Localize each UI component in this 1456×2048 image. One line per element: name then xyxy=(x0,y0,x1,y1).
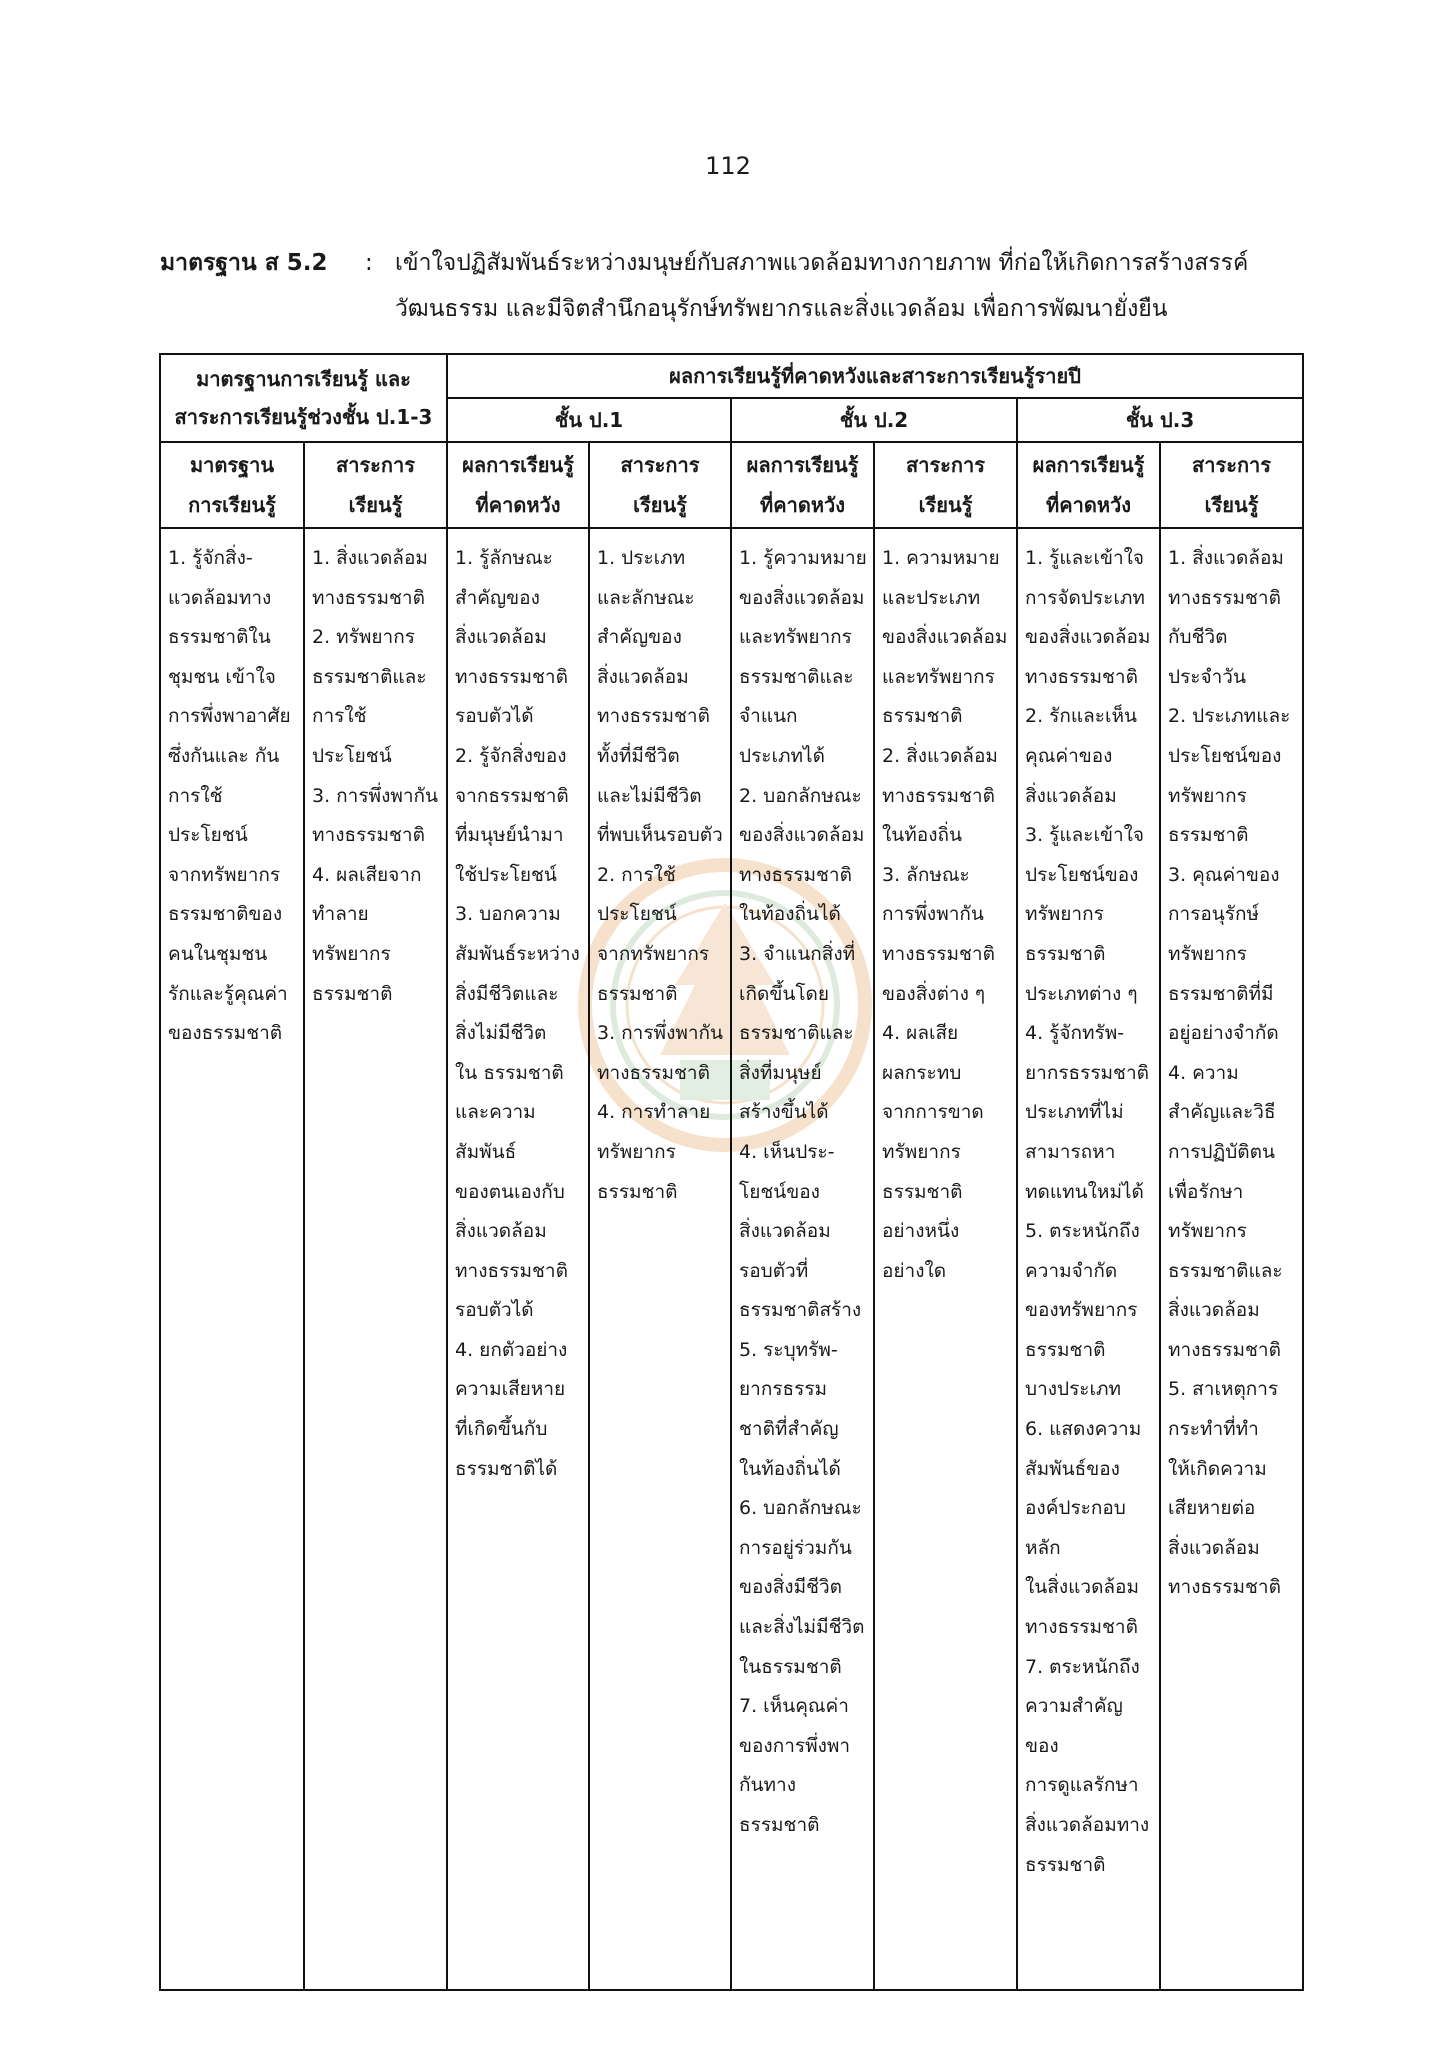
cell-line: ในท้องถิ่นได้ xyxy=(739,903,841,926)
subheader-row xyxy=(160,442,1303,528)
subheader-p2-outcomes-line: ที่คาดหวัง xyxy=(760,493,845,517)
cell-line: การใช้ประโยชน์ xyxy=(168,784,248,847)
cell-line: 1. รู้ลักษณะ xyxy=(455,547,553,569)
standard-statement xyxy=(160,240,1320,332)
cell-line: รักและรู้คุณค่า xyxy=(168,982,288,1005)
grade-p3-header: ชั้น ป.3 xyxy=(1017,398,1303,442)
cell-line: ทรัพยากร xyxy=(597,1140,676,1163)
cell-line: ธรรมชาติและ xyxy=(1168,1259,1283,1282)
cell-line: ของสิ่งแวดล้อม xyxy=(739,824,865,847)
cell-line: ของตนเองกับ xyxy=(455,1180,565,1203)
cell-line: 5. สาเหตุการ xyxy=(1168,1378,1279,1401)
curriculum-table xyxy=(159,353,1304,1991)
cell-line: จากทรัพยากร xyxy=(597,942,710,965)
cell-line: สำคัญและวิธี xyxy=(1168,1101,1276,1124)
cell-line: สิ่งแวดล้อม xyxy=(455,626,547,649)
cell-line: ประเภทที่ไม่ xyxy=(1025,1101,1124,1124)
cell-strand xyxy=(304,528,447,1990)
cell-line: ซึ่งกันและ กัน xyxy=(168,744,280,767)
cell-line: ของการพึ่งพา xyxy=(739,1734,851,1757)
subheader-p2-outcomes xyxy=(731,442,874,528)
subheader-p3-outcomes-line: ที่คาดหวัง xyxy=(1046,493,1131,517)
cell-p2-strand xyxy=(874,528,1017,1990)
grade-p1-header: ชั้น ป.1 xyxy=(447,398,731,442)
page-number: 112 xyxy=(705,152,751,180)
cell-line: 1. ประเภท xyxy=(597,547,686,569)
cell-line: ในท้องถิ่นได้ xyxy=(739,1457,841,1480)
cell-line: สามารถหา xyxy=(1025,1140,1116,1163)
cell-line: ธรรมชาติได้ xyxy=(455,1457,558,1480)
subheader-p1-strand xyxy=(589,442,731,528)
cell-line: 2. ประเภทและ xyxy=(1168,705,1291,728)
cell-line: 1. ความหมาย xyxy=(882,547,1000,569)
cell-line: ที่มนุษย์นำมา xyxy=(455,824,564,847)
cell-line: ประจำวัน xyxy=(1168,665,1246,688)
cell-line: จากธรรมชาติ xyxy=(455,784,569,807)
cell-line: เสียหายต่อ xyxy=(1168,1497,1256,1520)
cell-line: และทรัพยากร xyxy=(739,626,852,649)
subheader-p3-outcomes-line: ผลการเรียนรู้ xyxy=(1032,453,1145,477)
cell-line: 3. การพึ่งพากัน xyxy=(312,784,439,807)
subheader-p1-strand-line: เรียนรู้ xyxy=(633,493,687,517)
subheader-standard xyxy=(160,442,304,528)
cell-line: ธรรมชาติที่มี xyxy=(1168,982,1274,1005)
cell-line: ธรรมชาติและ xyxy=(739,665,854,688)
cell-line: จากการขาด xyxy=(882,1101,984,1124)
cell-line: ผลกระทบ xyxy=(882,1061,962,1084)
cell-standard xyxy=(160,528,304,1990)
cell-line: ความเสียหาย xyxy=(455,1378,566,1401)
cell-line: และทรัพยากร xyxy=(882,665,995,688)
cell-line: 1. สิ่งแวดล้อม xyxy=(1168,547,1284,569)
cell-line: ประโยชน์ของ xyxy=(1025,863,1139,886)
cell-line: ธรรมชาติ xyxy=(1025,942,1106,965)
cell-line: สัมพันธ์ระหว่าง xyxy=(455,942,580,965)
cell-line: ทางธรรมชาติ xyxy=(882,784,995,807)
cell-line: ทรัพยากร xyxy=(1168,784,1247,807)
cell-line: 4. รู้จักทรัพ- xyxy=(1025,1022,1125,1045)
cell-line: 3. จำแนกสิ่งที่ xyxy=(739,942,856,965)
cell-line: การจัดประเภท xyxy=(1025,586,1145,609)
cell-line: ทรัพยากร xyxy=(312,942,391,965)
subheader-standard-line: การเรียนรู้ xyxy=(188,493,276,517)
cell-line: ของสิ่งแวดล้อม xyxy=(1025,626,1151,649)
cell-line: ที่พบเห็นรอบตัว xyxy=(597,824,723,847)
cell-line: เกิดขึ้นโดย xyxy=(739,982,830,1005)
header-standard-strand-line2: สาระการเรียนรู้ช่วงชั้น ป.1-3 xyxy=(174,405,433,429)
cell-line: สิ่งแวดล้อมทาง xyxy=(1025,1814,1150,1836)
cell-line: ใช้ประโยชน์ xyxy=(455,863,557,886)
cell-line: ทางธรรมชาติ xyxy=(1168,1576,1281,1599)
cell-line: ในสิ่งแวดล้อม xyxy=(1025,1576,1139,1599)
cell-line: ทางธรรมชาติ xyxy=(455,1259,568,1282)
cell-p3-strand xyxy=(1160,528,1303,1990)
subheader-p3-strand-line: เรียนรู้ xyxy=(1204,493,1259,517)
cell-line: ทรัพยากร xyxy=(1025,903,1104,926)
cell-line: 5. ตระหนักถึง xyxy=(1025,1220,1140,1243)
cell-line: 3. คุณค่าของ xyxy=(1168,863,1280,886)
standard-text-line1: เข้าใจปฏิสัมพันธ์ระหว่างมนุษย์กับสภาพแวดล้อมทางกายภาพ ที่ก่อให้เกิดการสร้างสรรค์ xyxy=(395,250,1249,276)
cell-line: ธรรมชาติ xyxy=(882,1180,963,1203)
cell-line: รอบตัวได้ xyxy=(455,1299,534,1322)
cell-line: ธรรมชาติ xyxy=(597,982,678,1005)
cell-p1-strand xyxy=(589,528,731,1990)
cell-line: สิ่งแวดล้อม xyxy=(455,1220,547,1243)
cell-line: 1. สิ่งแวดล้อม xyxy=(312,547,428,569)
cell-line: สิ่งที่มนุษย์ xyxy=(739,1061,822,1084)
cell-line: แวดล้อมทาง xyxy=(168,586,272,609)
standard-colon: : xyxy=(365,250,373,276)
cell-line: สัมพันธ์ xyxy=(455,1140,517,1163)
cell-line: 3. ลักษณะ xyxy=(882,863,970,886)
cell-line: การใช้ประโยชน์ xyxy=(312,705,392,767)
cell-line: 3. บอกความ xyxy=(455,903,561,926)
cell-line: 4. ผลเสีย xyxy=(882,1022,959,1045)
cell-line: ธรรมชาติ xyxy=(1025,1853,1106,1876)
cell-line: ประโยชน์ของ xyxy=(1168,744,1282,767)
subheader-p2-outcomes-line: ผลการเรียนรู้ xyxy=(746,453,859,477)
cell-line: ของสิ่งแวดล้อม xyxy=(739,586,865,609)
cell-line: 3. การพึ่งพากัน xyxy=(597,1022,724,1045)
cell-line: 2. รักและเห็น xyxy=(1025,705,1137,728)
cell-line: กับชีวิต xyxy=(1168,626,1228,649)
cell-line: 4. ความ xyxy=(1168,1061,1239,1084)
cell-line: 4. เห็นประ- xyxy=(739,1140,835,1163)
subheader-p3-strand-line: สาระการ xyxy=(1192,453,1272,477)
cell-line: ทางธรรมชาติ xyxy=(1168,586,1281,609)
cell-line: คุณค่าของ xyxy=(1025,744,1113,767)
cell-line: ทั้งที่มีชีวิต xyxy=(597,744,680,767)
cell-line: ธรรมชาติ xyxy=(739,1814,820,1836)
cell-line: ในท้องถิ่น xyxy=(882,824,962,847)
cell-line: สัมพันธ์ของ xyxy=(1025,1457,1120,1480)
cell-line: 7. ตระหนักถึง xyxy=(1025,1655,1140,1678)
subheader-p1-outcomes-line: ที่คาดหวัง xyxy=(475,493,561,517)
cell-line: ของธรรมชาติ xyxy=(168,1022,283,1045)
cell-line: ทางธรรมชาติ xyxy=(312,824,425,847)
cell-line: ของทรัพยากร xyxy=(1025,1299,1138,1322)
cell-line: ทรัพยากร xyxy=(1168,1220,1247,1243)
cell-line: ชุมชน เข้าใจ xyxy=(168,665,276,688)
cell-line: สิ่งแวดล้อม xyxy=(739,1220,831,1243)
cell-line: ในธรรมชาติ xyxy=(739,1655,842,1678)
cell-line: สร้างขึ้นได้ xyxy=(739,1101,829,1124)
cell-line: สิ่งมีชีวิตและ xyxy=(455,982,559,1005)
cell-line: ยากรธรรม xyxy=(739,1378,828,1401)
cell-line: บางประเภท xyxy=(1025,1378,1122,1401)
cell-line: ธรรมชาติ xyxy=(312,982,393,1005)
cell-line: กันทาง xyxy=(739,1774,796,1797)
cell-line: ประเภทได้ xyxy=(739,744,825,767)
cell-line: ทางธรรมชาติ xyxy=(1025,665,1138,688)
cell-line: องค์ประกอบหลัก xyxy=(1025,1497,1126,1559)
cell-line: จำแนก xyxy=(739,705,798,728)
cell-line: ทางธรรมชาติ xyxy=(882,942,995,965)
header-standard-strand xyxy=(160,354,447,442)
cell-p3-outcomes xyxy=(1017,528,1160,1990)
cell-line: ความจำกัด xyxy=(1025,1259,1118,1282)
cell-line: ธรรมชาติ xyxy=(597,1180,678,1203)
cell-line: อยู่อย่างจำกัด xyxy=(1168,1022,1279,1045)
cell-line: 7. เห็นคุณค่า xyxy=(739,1695,849,1718)
cell-line: กระทำที่ทำ xyxy=(1168,1418,1259,1441)
cell-line: สำคัญของ xyxy=(455,586,540,609)
cell-line: 2. การใช้ xyxy=(597,863,676,886)
cell-line: ที่เกิดขึ้นกับ xyxy=(455,1418,548,1441)
subheader-strand xyxy=(304,442,447,528)
cell-line: ทางธรรมชาติ xyxy=(739,863,852,886)
cell-line: 1. รู้และเข้าใจ xyxy=(1025,547,1145,569)
cell-line: 1. รู้ความหมาย xyxy=(739,547,867,569)
cell-line: สำคัญของ xyxy=(597,626,682,649)
content-row xyxy=(160,528,1303,1990)
cell-line: และลักษณะ xyxy=(597,586,695,609)
cell-line: อย่างใด xyxy=(882,1259,947,1282)
cell-line: รอบตัวที่ xyxy=(739,1259,809,1282)
cell-line: 2. รู้จักสิ่งของ xyxy=(455,744,567,767)
cell-line: ประเภทต่าง ๆ xyxy=(1025,982,1138,1005)
cell-line: ใน ธรรมชาติ xyxy=(455,1061,564,1084)
cell-line: 6. แสดงความ xyxy=(1025,1418,1142,1441)
cell-line: สิ่งแวดล้อม xyxy=(597,665,689,688)
cell-line: การพึ่งพาอาศัย xyxy=(168,705,291,728)
cell-line: ทางธรรมชาติ xyxy=(1168,1338,1281,1361)
cell-line: การอยู่ร่วมกัน xyxy=(739,1536,852,1559)
cell-line: ของสิ่งต่าง ๆ xyxy=(882,982,986,1005)
cell-line: สิ่งแวดล้อม xyxy=(1168,1299,1260,1322)
cell-line: สิ่งแวดล้อม xyxy=(1025,784,1117,807)
cell-line: ธรรมชาติ xyxy=(882,705,963,728)
cell-line: 4. ยกตัวอย่าง xyxy=(455,1338,568,1361)
cell-line: สิ่งแวดล้อม xyxy=(1168,1536,1260,1559)
cell-line: ธรรมชาติ xyxy=(1025,1338,1106,1361)
cell-line: การปฏิบัติตน xyxy=(1168,1140,1275,1163)
cell-line: สิ่งไม่มีชีวิต xyxy=(455,1022,547,1045)
cell-line: การพึ่งพากัน xyxy=(882,903,984,926)
cell-line: 2. ทรัพยากร xyxy=(312,626,415,649)
cell-line: 2. สิ่งแวดล้อม xyxy=(882,744,998,767)
cell-line: ให้เกิดความ xyxy=(1168,1457,1267,1480)
subheader-strand-line: เรียนรู้ xyxy=(348,493,403,517)
cell-line: และความ xyxy=(455,1101,536,1124)
cell-line: โยชน์ของ xyxy=(739,1180,820,1203)
cell-line: ธรรมชาติสร้าง xyxy=(739,1299,862,1322)
cell-line: 2. บอกลักษณะ xyxy=(739,784,862,807)
cell-line: 4. การทำลาย xyxy=(597,1101,711,1124)
subheader-p2-strand-line: เรียนรู้ xyxy=(918,493,973,517)
cell-line: ทางธรรมชาติ xyxy=(597,705,710,728)
standard-text-line2: วัฒนธรรม และมีจิตสำนึกอนุรักษ์ทรัพยากรและสิ่งแวดล้อม เพื่อการพัฒนายั่งยืน xyxy=(395,296,1168,322)
cell-line: 3. รู้และเข้าใจ xyxy=(1025,824,1145,847)
cell-line: ของสิ่งแวดล้อม xyxy=(882,626,1008,649)
cell-line: ของสิ่งมีชีวิต xyxy=(739,1576,842,1599)
subheader-p2-strand-line: สาระการ xyxy=(906,453,986,477)
standard-label: มาตรฐาน ส 5.2 xyxy=(160,250,328,276)
subheader-p3-strand xyxy=(1160,442,1303,528)
subheader-p1-strand-line: สาระการ xyxy=(620,453,700,477)
cell-line: ชาติที่สำคัญ xyxy=(739,1418,839,1441)
cell-line: 6. บอกลักษณะ xyxy=(739,1497,862,1520)
cell-line: ธรรมชาติใน xyxy=(168,626,271,649)
cell-line: ประโยชน์ xyxy=(597,903,677,926)
cell-line: 5. ระบุทรัพ- xyxy=(739,1338,838,1361)
cell-line: ธรรมชาติของ xyxy=(168,903,283,926)
subheader-p1-outcomes-line: ผลการเรียนรู้ xyxy=(462,453,574,477)
cell-line: ทางธรรมชาติ xyxy=(1025,1616,1138,1639)
cell-line: 1. รู้จักสิ่ง- xyxy=(168,547,253,569)
cell-line: จากทรัพยากร xyxy=(168,863,281,886)
cell-line: การอนุรักษ์ xyxy=(1168,903,1260,926)
cell-line: 4. ผลเสียจาก xyxy=(312,863,422,886)
header-expected-outcomes: ผลการเรียนรู้ที่คาดหวังและสาระการเรียนรู้รายปี xyxy=(447,354,1303,398)
subheader-strand-line: สาระการ xyxy=(336,453,416,477)
cell-line: ทางธรรมชาติ xyxy=(455,665,568,688)
cell-line: ทรัพยากร xyxy=(882,1140,961,1163)
subheader-p1-outcomes xyxy=(447,442,589,528)
cell-line: ทางธรรมชาติ xyxy=(597,1061,710,1084)
cell-line: ทำลาย xyxy=(312,903,369,926)
cell-line: อย่างหนึ่ง xyxy=(882,1220,960,1243)
cell-line: ธรรมชาติและ xyxy=(739,1022,854,1045)
cell-line: ทดแทนใหม่ได้ xyxy=(1025,1180,1144,1203)
cell-line: เพื่อรักษา xyxy=(1168,1180,1244,1203)
cell-line: คนในชุมชน xyxy=(168,942,268,965)
cell-line: ธรรมชาติ xyxy=(1168,824,1249,847)
cell-line: ธรรมชาติและ xyxy=(312,665,427,688)
cell-line: ยากรธรรมชาติ xyxy=(1025,1061,1149,1084)
cell-line: และประเภท xyxy=(882,586,981,609)
cell-line: ทรัพยากร xyxy=(1168,942,1247,965)
subheader-standard-line: มาตรฐาน xyxy=(189,453,275,477)
cell-line: รอบตัวได้ xyxy=(455,705,534,728)
cell-line: ความสำคัญของ xyxy=(1025,1695,1123,1757)
cell-line: และไม่มีชีวิต xyxy=(597,784,702,807)
cell-line: การดูแลรักษา xyxy=(1025,1774,1139,1797)
subheader-p3-outcomes xyxy=(1017,442,1160,528)
cell-p1-outcomes xyxy=(447,528,589,1990)
cell-p2-outcomes xyxy=(731,528,874,1990)
cell-line: และสิ่งไม่มีชีวิต xyxy=(739,1616,865,1639)
header-standard-strand-line1: มาตรฐานการเรียนรู้ และ xyxy=(196,367,411,391)
cell-line: ทางธรรมชาติ xyxy=(312,586,425,609)
grade-p2-header: ชั้น ป.2 xyxy=(731,398,1017,442)
subheader-p2-strand xyxy=(874,442,1017,528)
